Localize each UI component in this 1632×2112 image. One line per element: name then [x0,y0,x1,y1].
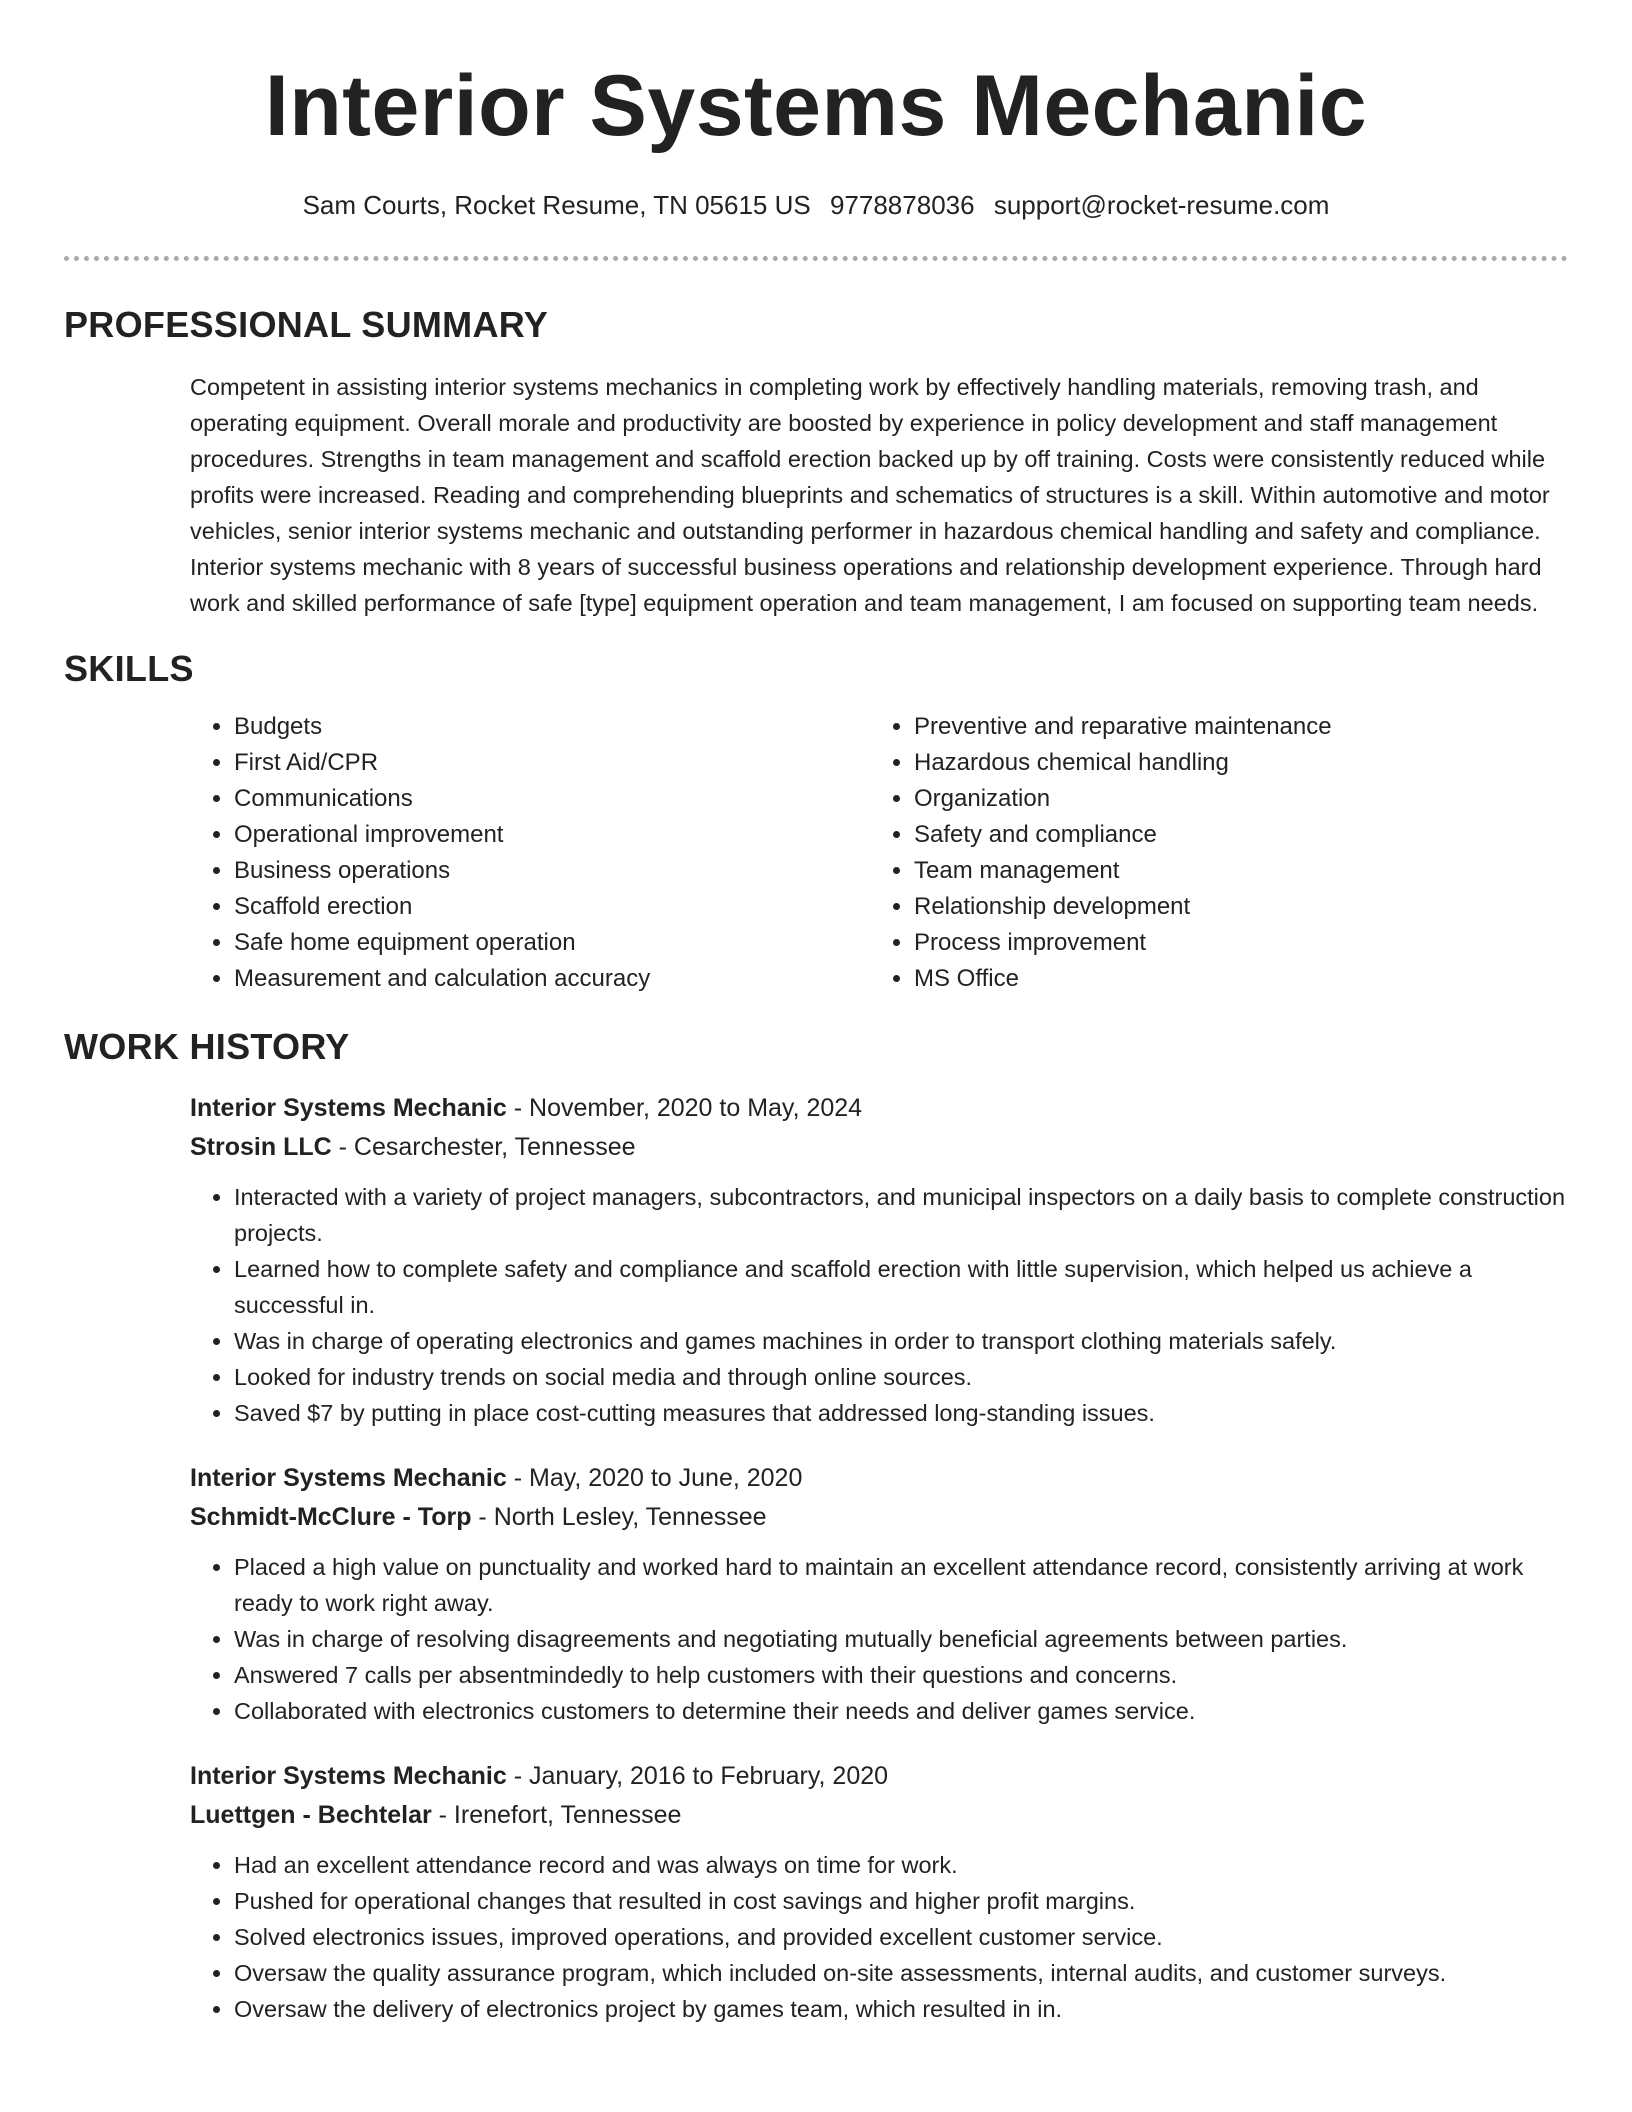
job-bullets [190,1549,1568,1729]
job-dates: - January, 2016 to February, 2020 [506,1762,889,1790]
contact-phone: 9778878036 [829,190,975,220]
job-company: Strosin LLC [190,1133,332,1161]
summary-section [64,303,1568,621]
skill-item: • Relationship development [914,889,1332,925]
contact-line [64,188,1568,222]
skill-item: • Hazardous chemical handling [914,745,1332,781]
skill-item: • Business operations [234,853,870,889]
skill-item: • First Aid/CPR [234,745,870,781]
job-bullet: • Oversaw the delivery of electronics project by games team, which resulted in in. [234,1991,1568,2027]
skills-heading: SKILLS [64,648,194,689]
skill-item: • Organization [914,781,1332,817]
header-divider [64,256,1568,261]
job-bullet: • Saved $7 by putting in place cost-cutting measures that addressed long-standing issues. [234,1395,1568,1431]
job-bullet: • Interacted with a variety of project managers, subcontractors, and municipal inspectors on a daily basis to complete construction projects. [234,1179,1568,1251]
job-entry [190,1459,1568,1729]
job-bullet: • Was in charge of resolving disagreements and negotiating mutually beneficial agreements between parties. [234,1621,1568,1657]
resume-title: Interior Systems Mechanic [264,58,1368,154]
job-company-line [190,1498,1568,1537]
skill-item: • Safe home equipment operation [234,925,870,961]
skill-item: • Budgets [234,709,870,745]
job-bullets [190,1179,1568,1431]
job-bullet: • Was in charge of operating electronics and games machines in order to transport clothing materials safely. [234,1323,1568,1359]
job-entry [190,1089,1568,1431]
job-bullets [190,1847,1568,2027]
job-bullet: • Placed a high value on punctuality and worked hard to maintain an excellent attendance record, consistently arriving at work ready to work right away. [234,1549,1568,1621]
skills-section [64,647,1568,997]
skill-item: • Safety and compliance [914,817,1332,853]
job-title: Interior Systems Mechanic [190,1762,507,1790]
skill-item: • Measurement and calculation accuracy [234,961,870,997]
skill-item: • MS Office [914,961,1332,997]
job-bullet: • Looked for industry trends on social media and through online sources. [234,1359,1568,1395]
job-bullet: • Learned how to complete safety and compliance and scaffold erection with little supervision, which helped us achieve a successful in. [234,1251,1568,1323]
summary-heading: PROFESSIONAL SUMMARY [64,304,549,345]
job-title-line [190,1459,1568,1498]
job-title: Interior Systems Mechanic [190,1464,507,1492]
job-title-line [190,1089,1568,1128]
skill-item: • Preventive and reparative maintenance [914,709,1332,745]
job-company: Schmidt-McClure - Torp [190,1503,472,1531]
job-location: - North Lesley, Tennessee [471,1503,767,1531]
job-dates: - November, 2020 to May, 2024 [506,1094,863,1122]
job-company-line [190,1128,1568,1167]
job-title-line [190,1757,1568,1796]
contact-email[interactable]: support@rocket-resume.com [993,190,1330,220]
job-bullet: • Had an excellent attendance record and was always on time for work. [234,1847,1568,1883]
skill-item: • Communications [234,781,870,817]
job-bullet: • Collaborated with electronics customers to determine their needs and deliver games service. [234,1693,1568,1729]
skill-item: • Scaffold erection [234,889,870,925]
job-company-line [190,1796,1568,1835]
job-entry [190,1757,1568,2027]
skills-list-left [190,709,870,997]
skill-item: • Team management [914,853,1332,889]
skill-item: • Process improvement [914,925,1332,961]
skills-list-right [870,709,1332,997]
work-history-heading: WORK HISTORY [64,1026,350,1067]
job-bullet: • Answered 7 calls per absentmindedly to help customers with their questions and concerns. [234,1657,1568,1693]
contact-address: Sam Courts, Rocket Resume, TN 05615 US [302,190,811,220]
job-location: - Irenefort, Tennessee [431,1801,682,1829]
work-history-section [64,1025,1568,2027]
job-location: - Cesarchester, Tennessee [331,1133,636,1161]
job-title: Interior Systems Mechanic [190,1094,507,1122]
job-dates: - May, 2020 to June, 2020 [506,1464,803,1492]
job-company: Luettgen - Bechtelar [190,1801,432,1829]
skills-columns [190,709,1568,997]
skill-item: • Operational improvement [234,817,870,853]
job-bullet: • Solved electronics issues, improved operations, and provided excellent customer service. [234,1919,1568,1955]
job-bullet: • Pushed for operational changes that resulted in cost savings and higher profit margins. [234,1883,1568,1919]
job-bullet: • Oversaw the quality assurance program, which included on-site assessments, internal audits, and customer surveys. [234,1955,1568,1991]
summary-text: Competent in assisting interior systems mechanics in completing work by effectively handling materials, removing trash, and operating equipment. Overall morale and productivity are boosted by experience in policy development and staff management procedures. Strengths in team management and scaffold erection backed up by off training. Costs were consistently reduced while profits were increased. Reading and comprehending blueprints and schematics of structures is a skill. Within automotive and motor vehicles, senior interior systems mechanic and outstanding performer in hazardous chemical handling and safety and compliance. Interior systems mechanic with 8 years of successful business operations and relationship development experience. Through hard work and skilled performance of safe [type] equipment operation and team management, I am focused on supporting team needs. [190,374,1550,616]
